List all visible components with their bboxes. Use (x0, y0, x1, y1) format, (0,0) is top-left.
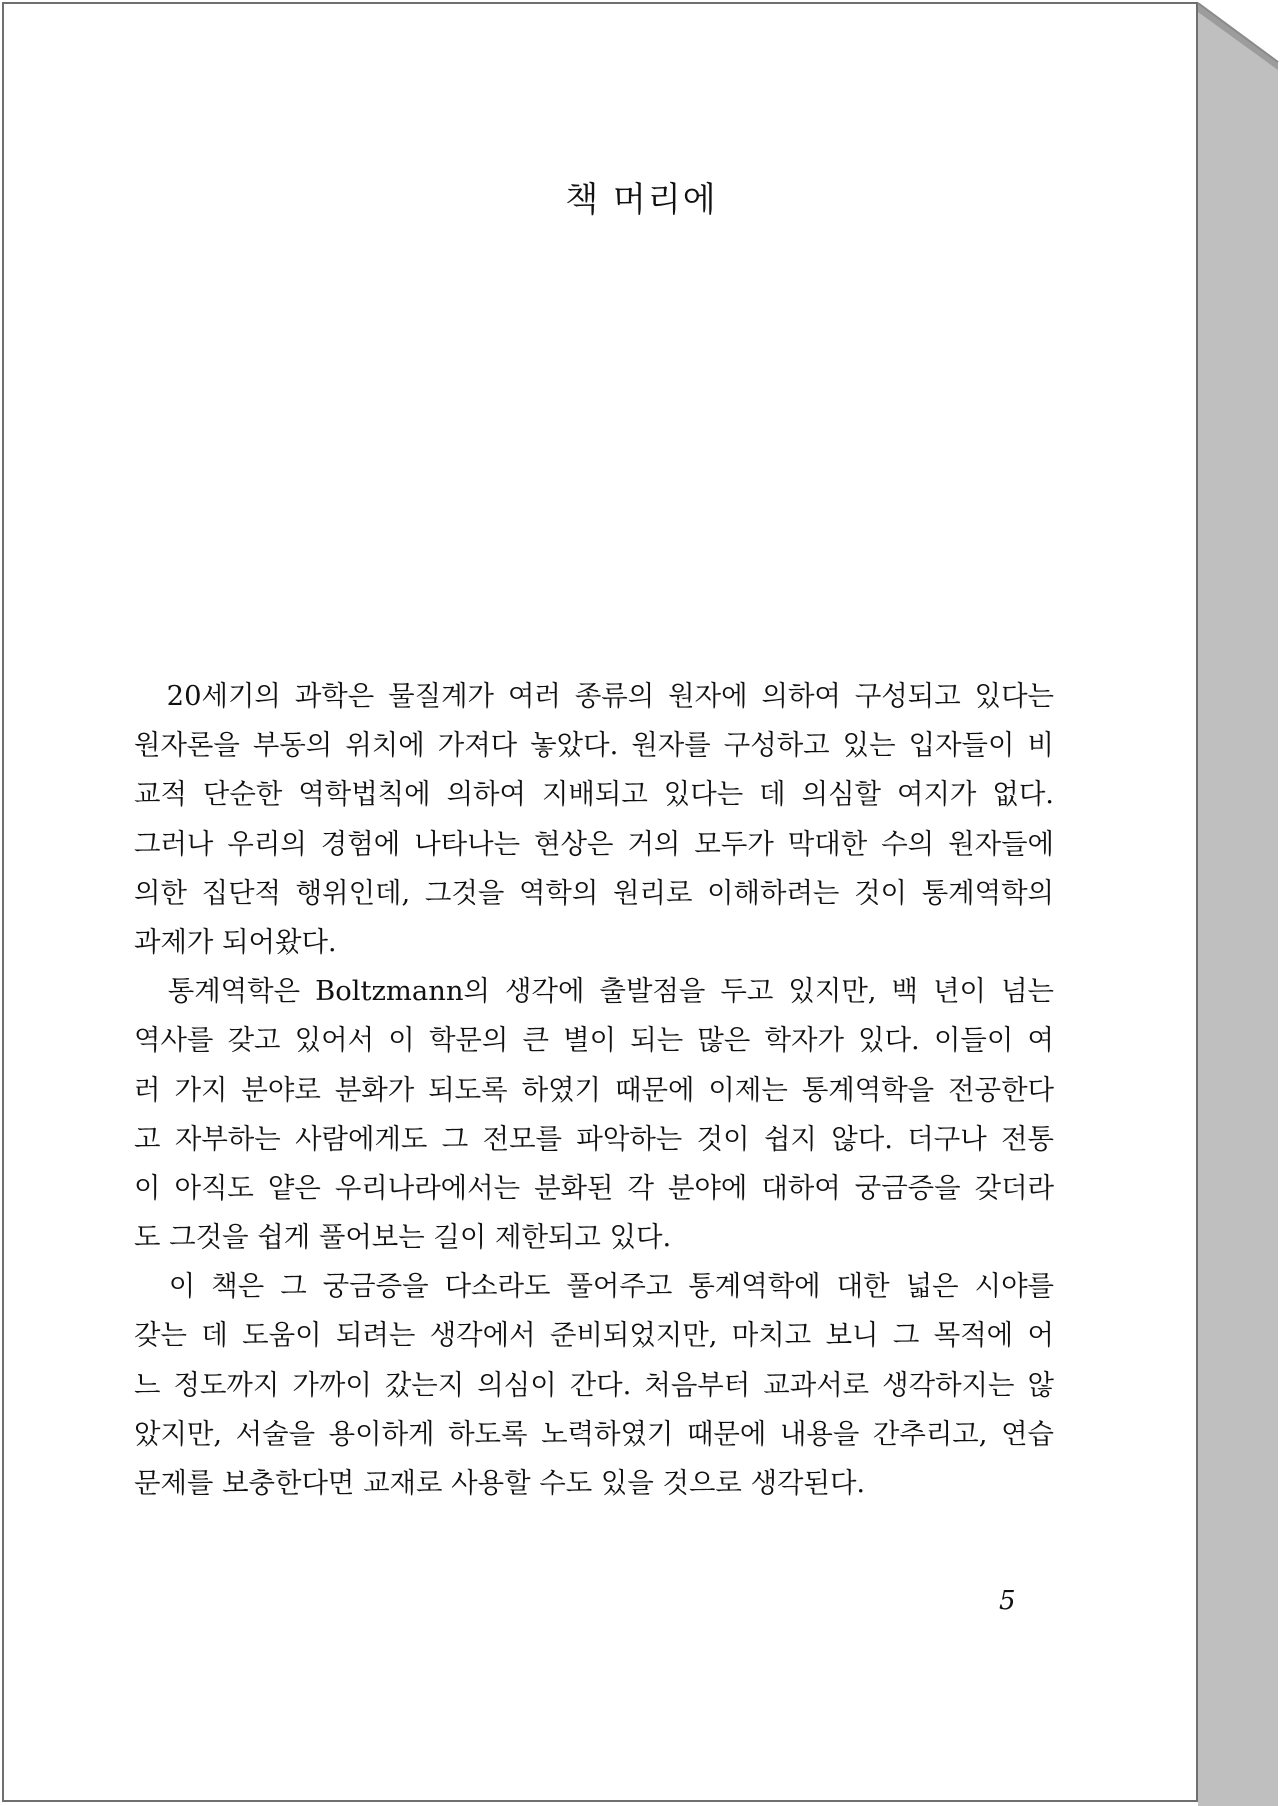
text-line: 이 아직도 얕은 우리나라에서는 분화된 각 분야에 대하여 궁금증을 갖더라 (134, 1172, 1054, 1204)
page-title: 책 머리에 (565, 180, 718, 220)
text-line: 통계역학은 Boltzmann의 생각에 출발점을 두고 있지만, 백 년이 넘는 (134, 976, 1054, 1008)
text-line: 이 책은 그 궁금증을 다소라도 풀어주고 통계역학에 대한 넓은 시야를 (134, 1271, 1054, 1303)
text-line: 러 가지 분야로 분화가 되도록 하였기 때문에 이제는 통계역학을 전공한다 (134, 1074, 1054, 1106)
text-line: 과제가 되어왔다. (134, 926, 337, 958)
text-line: 고 자부하는 사람에게도 그 전모를 파악하는 것이 쉽지 않다. 더구나 전통 (134, 1123, 1054, 1155)
text-line: 20세기의 과학은 물질계가 여러 종류의 원자에 의하여 구성되고 있다는 (134, 681, 1054, 712)
text-line: 갖는 데 도움이 되려는 생각에서 준비되었지만, 마치고 보니 그 목적에 어 (134, 1320, 1054, 1352)
text-line: 았지만, 서술을 용이하게 하도록 노력하였기 때문에 내용을 간추리고, 연습 (134, 1418, 1054, 1450)
text-line: 의한 집단적 행위인데, 그것을 역학의 원리로 이해하려는 것이 통계역학의 (134, 877, 1054, 909)
text-line: 역사를 갖고 있어서 이 학문의 큰 별이 되는 많은 학자가 있다. 이들이 여 (134, 1025, 1054, 1057)
text-line: 그러나 우리의 경험에 나타나는 현상은 거의 모두가 막대한 수의 원자들에 (134, 828, 1054, 860)
text-line: 교적 단순한 역학법칙에 의하여 지배되고 있다는 데 의심할 여지가 없다. (134, 779, 1054, 811)
text-line: 원자론을 부동의 위치에 가져다 놓았다. 원자를 구성하고 있는 입자들이 비 (134, 730, 1054, 762)
text-line: 느 정도까지 가까이 갔는지 의심이 간다. 처음부터 교과서로 생각하지는 않 (134, 1369, 1054, 1401)
page-number: 5 (999, 1586, 1016, 1616)
text-line: 문제를 보충한다면 교재로 사용할 수도 있을 것으로 생각된다. (134, 1468, 866, 1499)
preface-body (134, 672, 1054, 1508)
text-line: 도 그것을 쉽게 풀어보는 길이 제한되고 있다. (134, 1222, 672, 1254)
